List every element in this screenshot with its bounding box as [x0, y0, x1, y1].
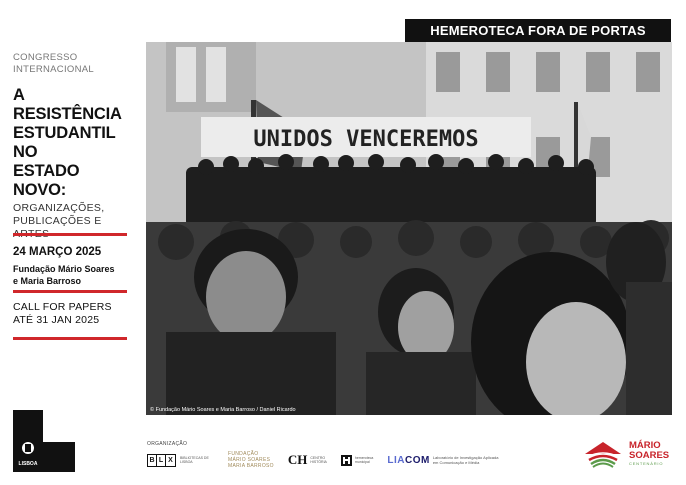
event-date: 24 MARÇO 2025 — [13, 246, 102, 258]
photo-caption: © Fundação Mário Soares e Maria Barroso / Daniel Ricardo — [150, 407, 296, 413]
ch-mark: CH — [287, 452, 308, 467]
kicker-line: CONGRESSO — [13, 52, 78, 63]
fmsmb-line: MARIA BARROSO — [228, 463, 274, 469]
mario-soares-centenario-logo — [583, 440, 669, 468]
event-kicker — [13, 52, 133, 76]
hemeroteca-icon — [341, 455, 352, 466]
protest-photo-illustration — [146, 42, 672, 415]
centenario-subtitle: CENTENÁRIO — [629, 461, 664, 466]
lisboa-label: LISBOA — [18, 461, 38, 467]
cfp-line: ATÉ 31 JAN 2025 — [13, 314, 100, 326]
fmsmb-line: FUNDAÇÃO — [228, 451, 259, 457]
blx-letter: L — [157, 455, 166, 466]
centenario-emblem-icon — [583, 440, 623, 468]
blx-subtitle: BIBLIOTECAS DE LISBOA — [180, 455, 209, 464]
subtitle-line: PUBLICAÇÕES E — [13, 215, 102, 227]
section-banner-label: HEMEROTECA FORA DE PORTAS — [430, 23, 646, 38]
event-title — [13, 86, 133, 200]
divider-rule — [13, 337, 127, 340]
venue-line: Fundação Mário Soares — [13, 264, 115, 274]
venue-line: e Maria Barroso — [13, 276, 82, 286]
call-for-papers — [13, 301, 112, 327]
centenario-line: MÁRIO — [629, 440, 661, 451]
event-heading — [13, 52, 133, 241]
centro-historia-logo — [288, 452, 327, 468]
title-line: ESTADO NOVO: — [13, 162, 80, 199]
blx-letter: B — [148, 455, 157, 466]
protest-photo — [146, 42, 672, 415]
ch-line: HISTÓRIA — [310, 460, 327, 464]
section-banner — [405, 19, 671, 42]
cfp-line: CALL FOR PAPERS — [13, 301, 112, 313]
photo-banner-text: UNIDOS VENCEREMOS — [253, 127, 479, 152]
liacom-desc-line: Laboratório de Investigação Aplicada — [432, 455, 499, 460]
kicker-line: INTERNACIONAL — [13, 64, 94, 75]
title-line: ESTUDANTIL NO — [13, 124, 116, 161]
centenario-line: SOARES — [629, 450, 670, 461]
hemeroteca-line: hemeroteca — [354, 455, 374, 460]
centenario-text — [629, 441, 669, 467]
liacom-desc-line: em Comunicação e Média — [432, 460, 480, 465]
event-venue — [13, 263, 115, 287]
liacom-mark — [387, 455, 429, 466]
hemeroteca-line: municipal — [354, 460, 370, 464]
liacom-com: COM — [404, 454, 430, 466]
liacom-logo — [387, 455, 498, 466]
liacom-lia: LIA — [387, 454, 405, 466]
ch-line: CENTRO — [310, 455, 326, 460]
organization-label: ORGANIZAÇÃO — [147, 441, 188, 447]
title-line: A RESISTÊNCIA — [13, 86, 122, 123]
divider-rule — [13, 290, 127, 293]
subtitle-line: ORGANIZAÇÕES, — [13, 202, 105, 214]
fmsmb-partner-logo — [228, 451, 274, 469]
blx-letter: X — [168, 456, 173, 464]
blx-logo — [147, 454, 214, 467]
hemeroteca-logo — [341, 455, 373, 466]
divider-rule — [13, 233, 127, 236]
lisboa-logo — [13, 410, 75, 472]
partner-logos — [147, 452, 498, 468]
fmsmb-line: MÁRIO SOARES — [228, 457, 271, 463]
